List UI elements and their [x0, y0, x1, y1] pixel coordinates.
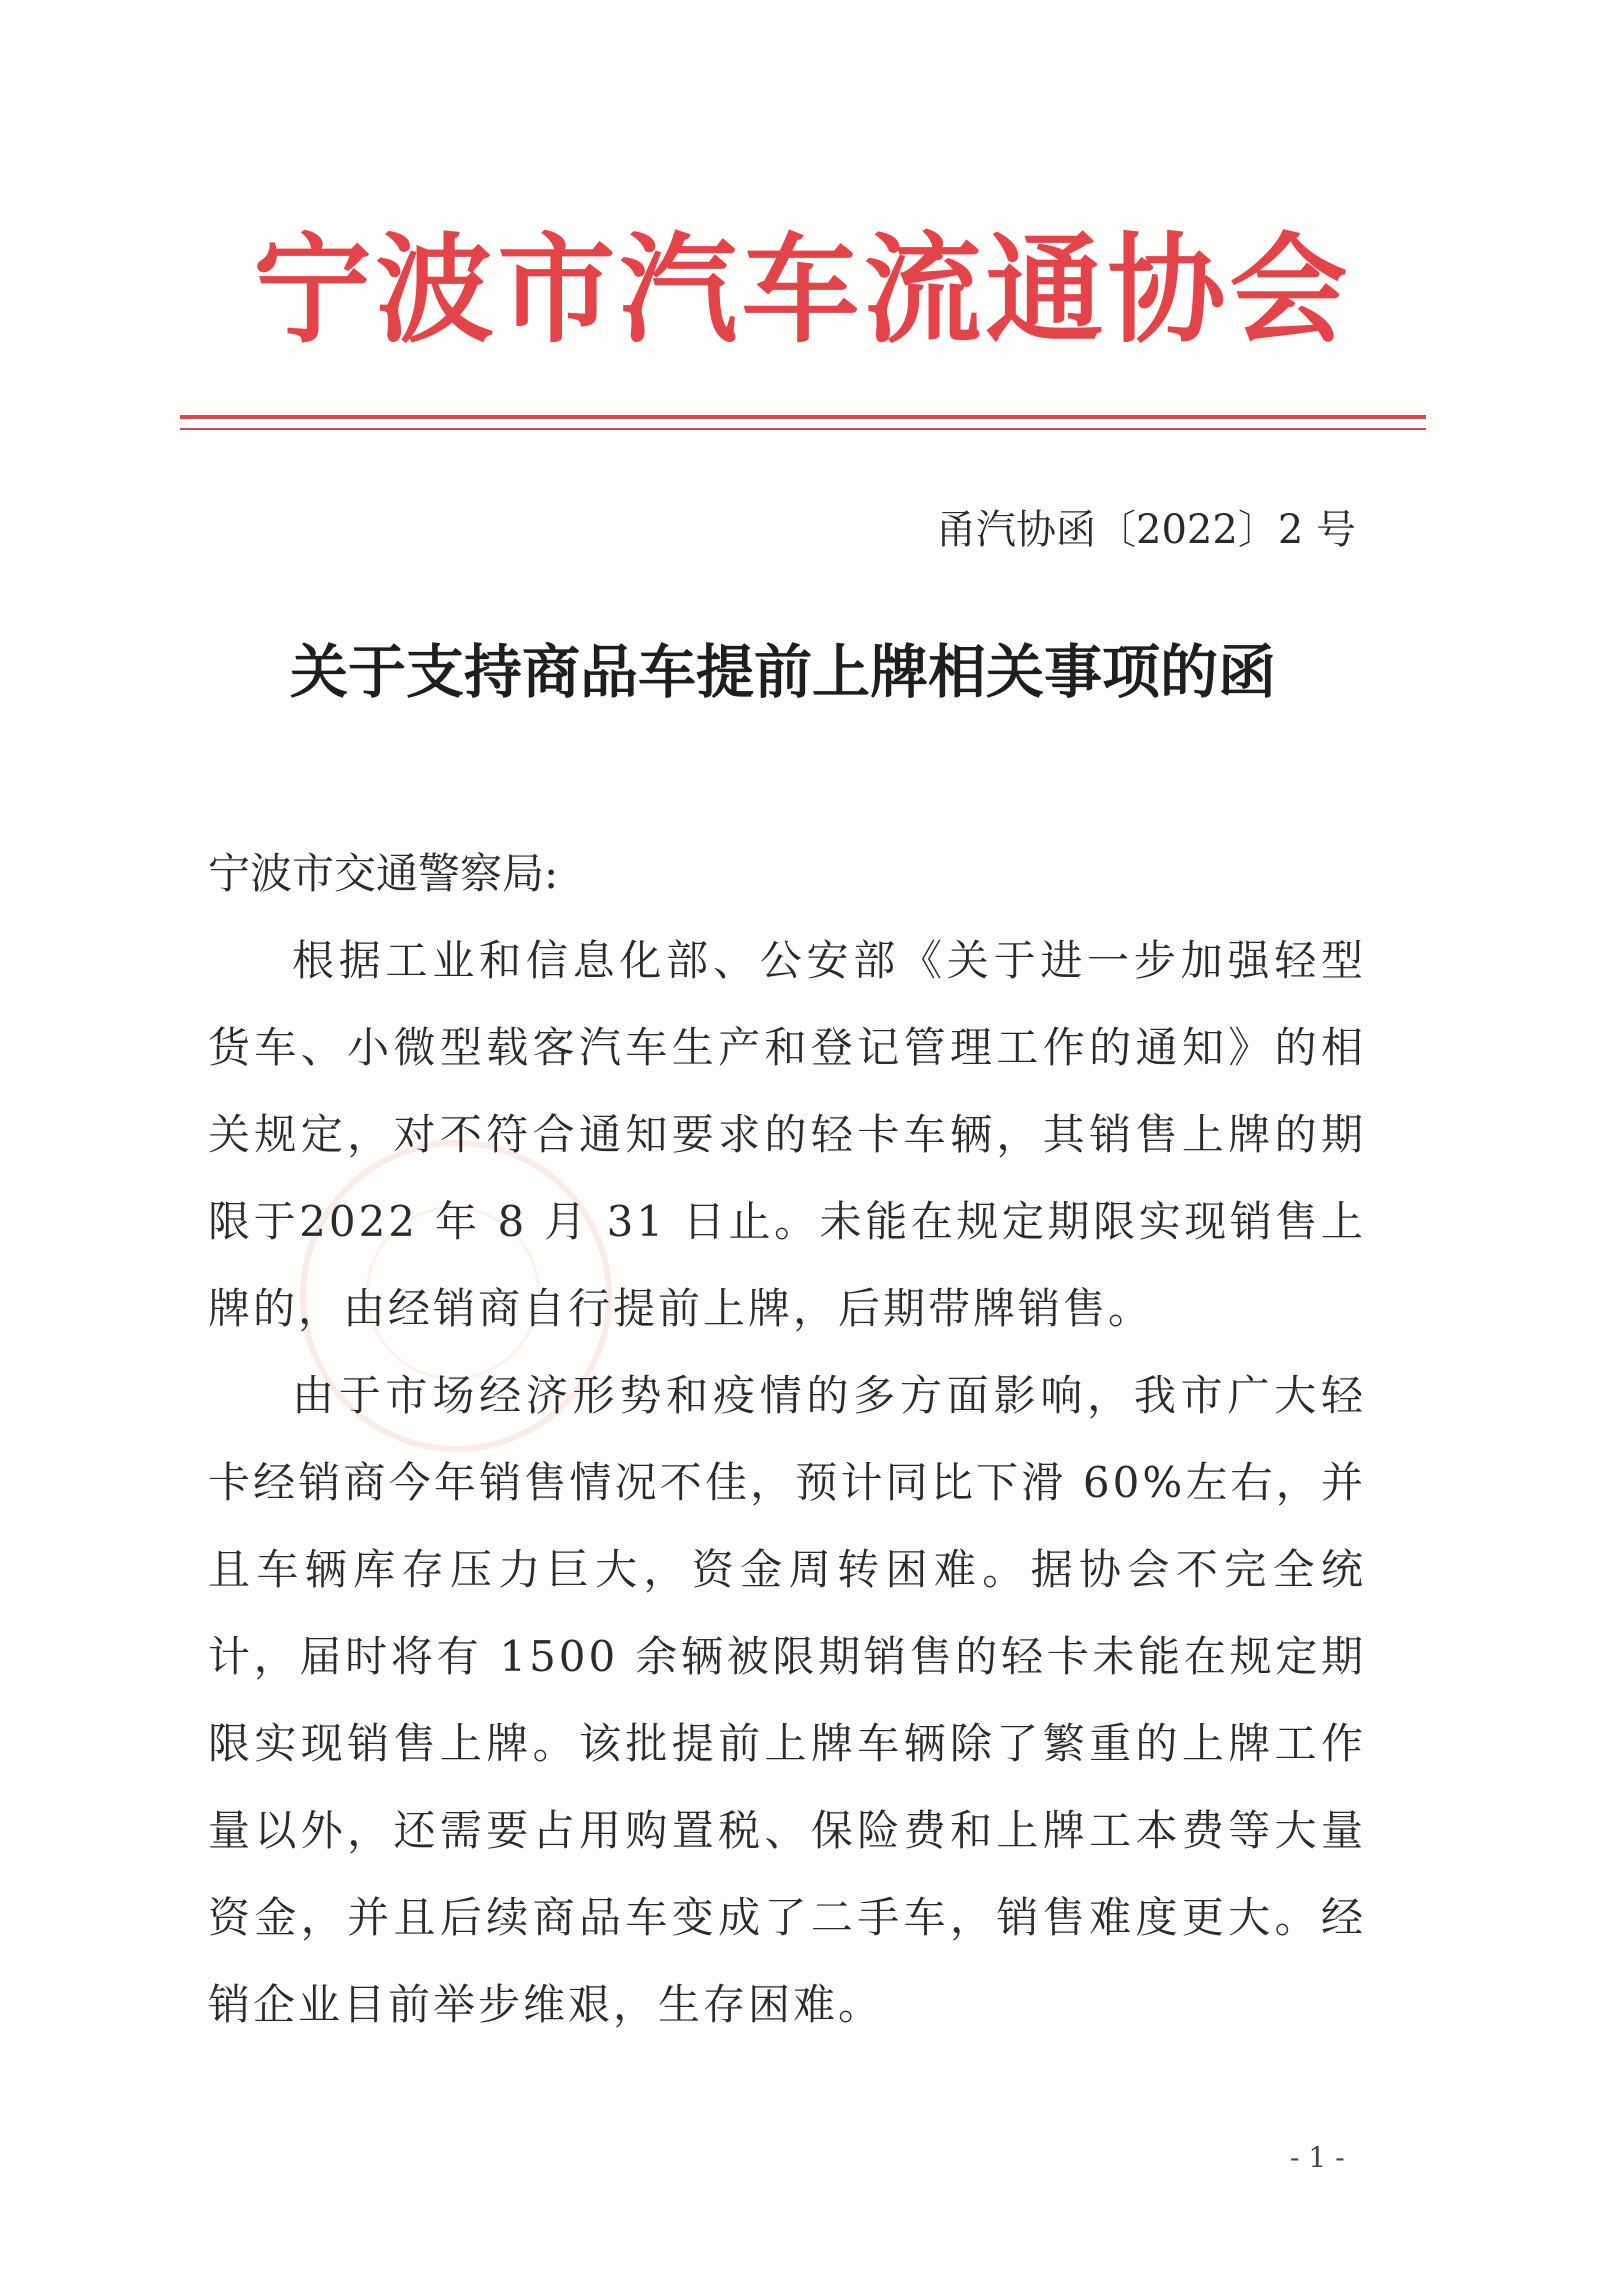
page-number: - 1 -: [1290, 2141, 1345, 2174]
masthead-organization-name: 宁波市汽车流通协会: [253, 220, 1352, 359]
document-number: 甬汽协函〔2022〕2 号: [936, 507, 1356, 553]
addressee: 宁波市交通警察局:: [208, 849, 559, 898]
document-title: 关于支持商品车提前上牌相关事项的函: [289, 638, 1276, 706]
masthead-rule-thin: [180, 428, 1426, 430]
masthead-rule-thick: [180, 415, 1426, 419]
body-paragraph-1: 根据工业和信息化部、公安部《关于进一步加强轻型货车、小微型载客汽车生产和登记管理工作的通知》的相关规定，对不符合通知要求的轻卡车辆，其销售上牌的期限于2022 年 8 月 31 日止。未能在规定期限实现销售上牌的，由经销商自行提前上牌，后期带牌销售。: [208, 936, 1366, 1333]
document-body: [208, 830, 1366, 2048]
body-paragraph-2: 由于市场经济形势和疫情的多方面影响，我市广大轻卡经销商今年销售情况不佳，预计同比下滑 60%左右，并且车辆库存压力巨大，资金周转困难。据协会不完全统计，届时将有 1500 余辆被限期销售的轻卡未能在规定期限实现销售上牌。该批提前上牌车辆除了繁重的上牌工作量以外，还需要占用购置税、保险费和上牌工本费等大量资金，并且后续商品车变成了二手车，销售难度更大。经销企业目前举步维艰，生存困难。: [208, 1371, 1366, 2029]
